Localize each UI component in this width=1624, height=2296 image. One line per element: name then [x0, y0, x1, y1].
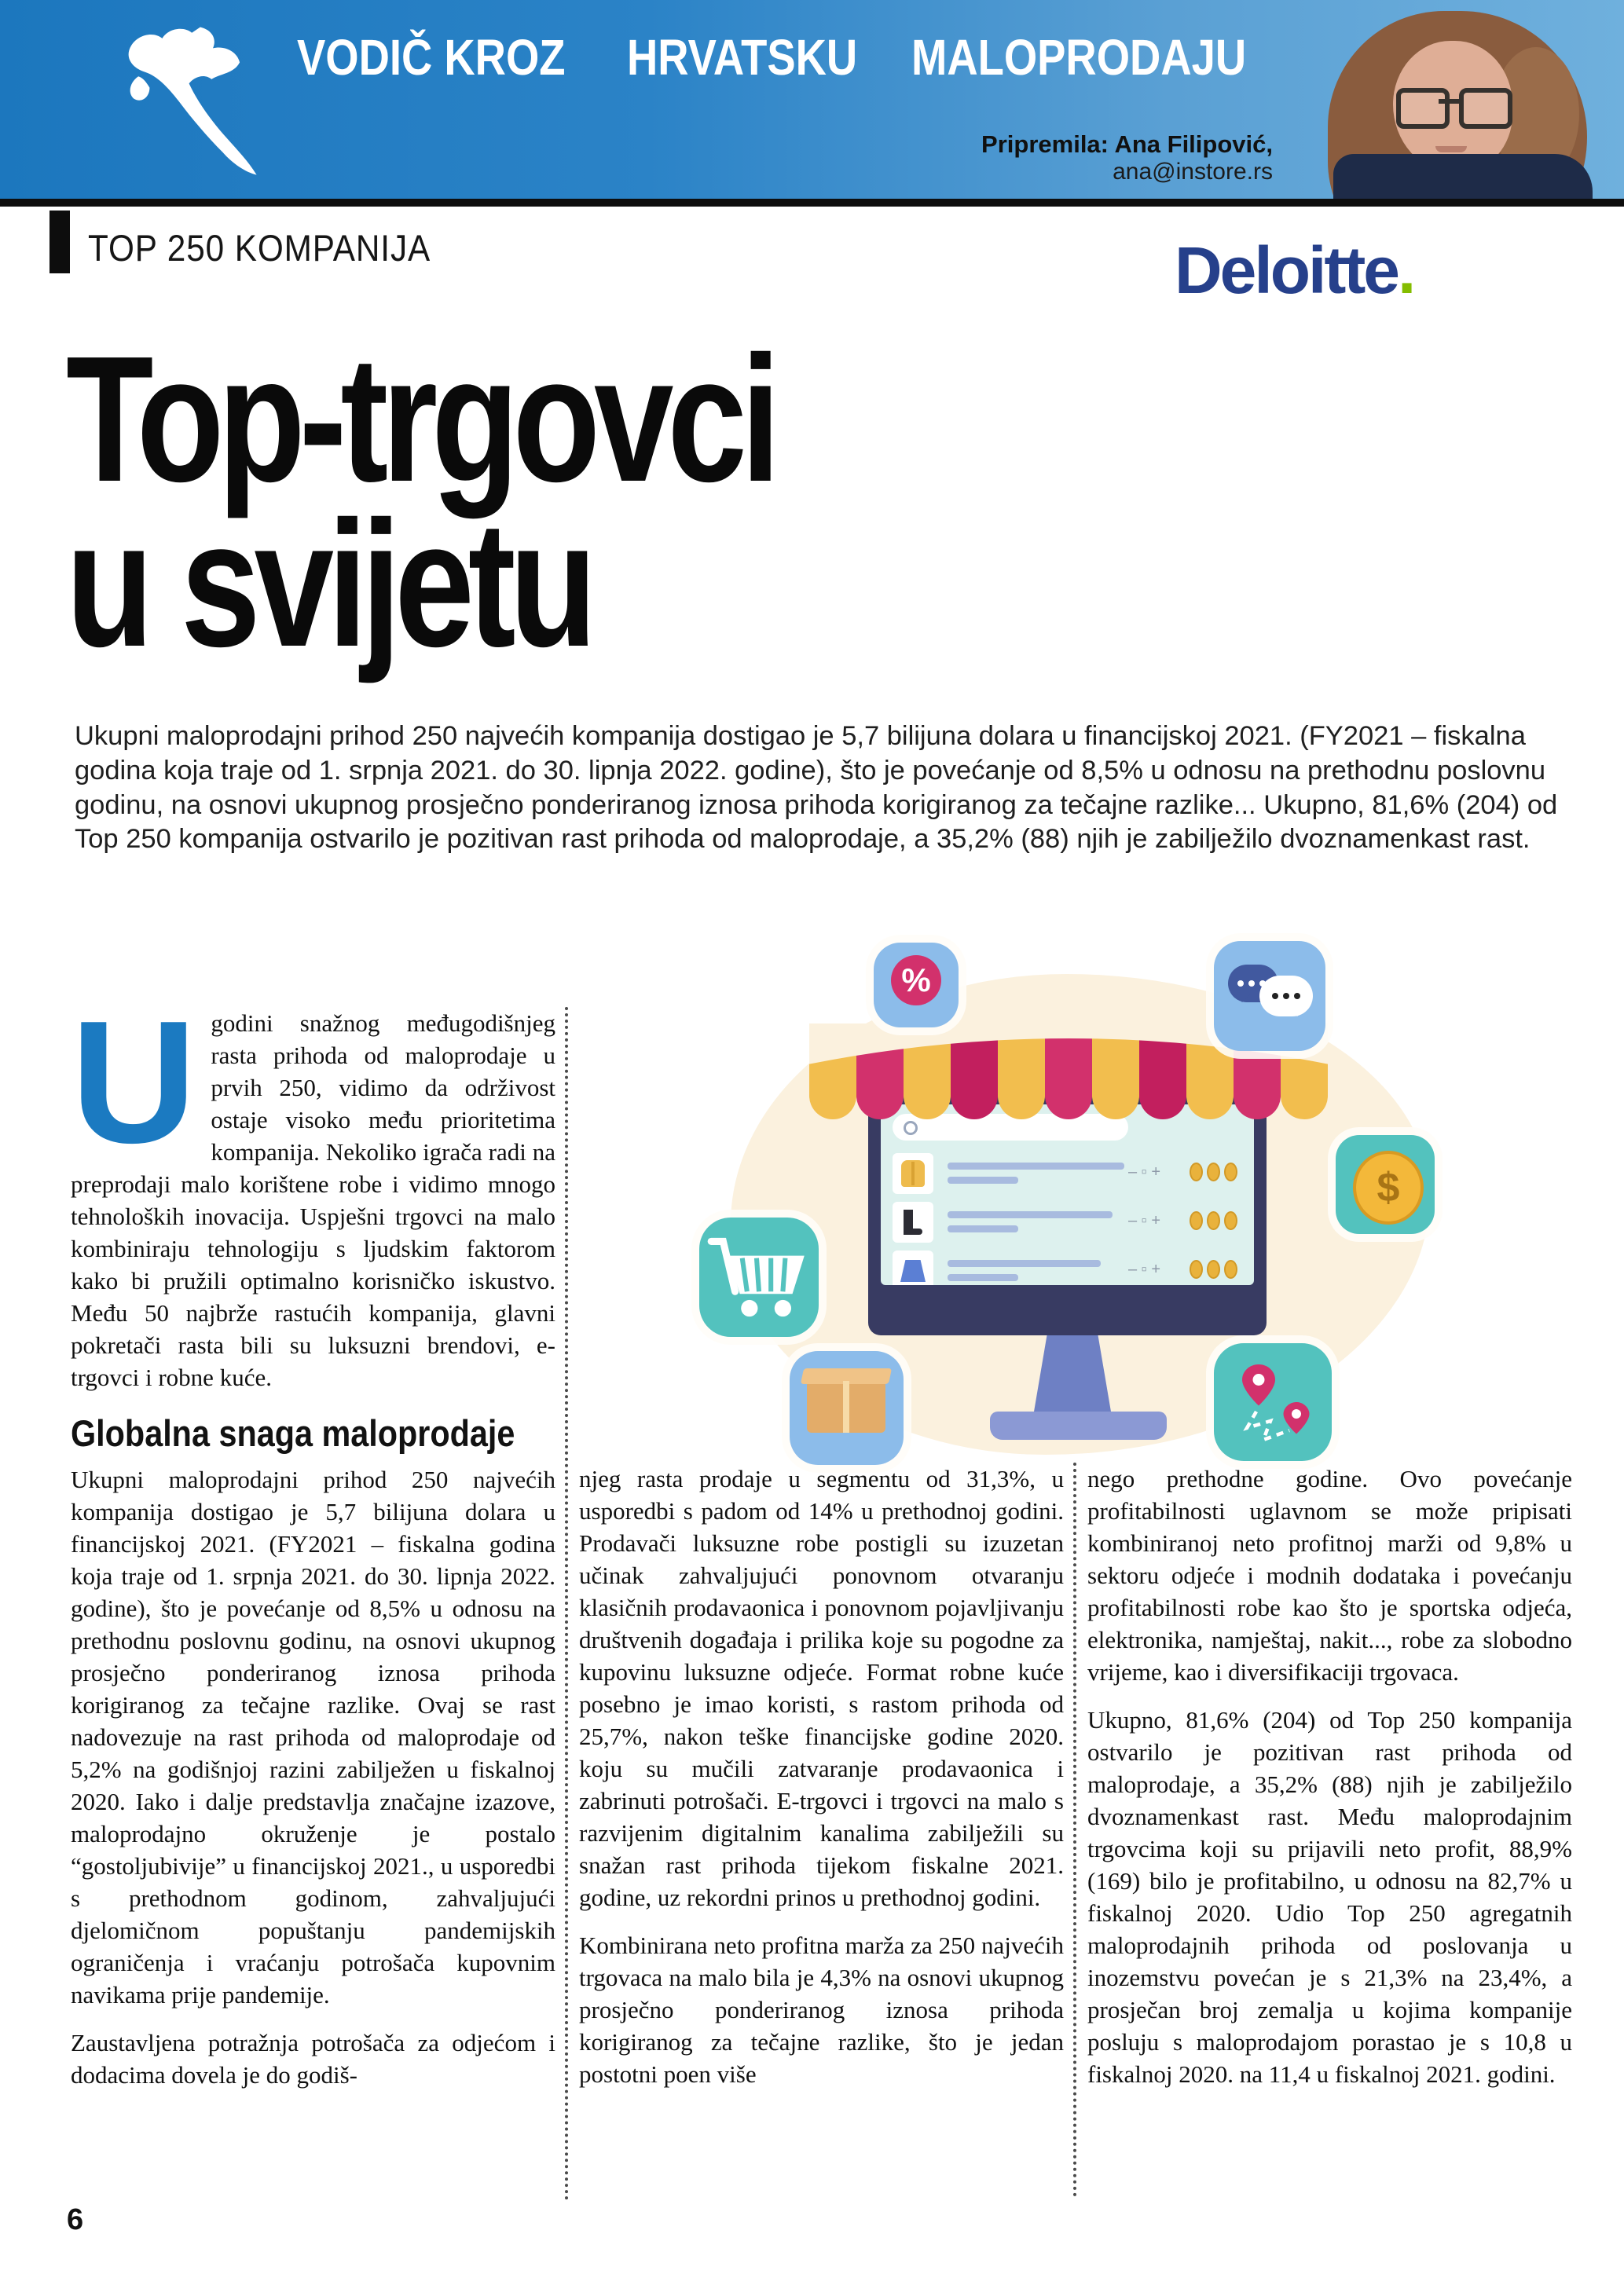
column-divider-1	[565, 1007, 568, 2201]
column-1	[71, 985, 555, 2107]
banner-bottom-rule	[0, 199, 1624, 207]
column-divider-2	[1073, 1463, 1076, 2197]
monitor-stand-base	[990, 1412, 1167, 1440]
product-row	[893, 1202, 1242, 1244]
deloitte-wordmark: Deloitte	[1175, 233, 1399, 307]
page-number: 6	[67, 2203, 84, 2236]
route-pins-icon	[1214, 1343, 1332, 1461]
byline-author: Pripremila: Ana Filipović,	[981, 130, 1273, 158]
shopping-cart-icon	[699, 1218, 819, 1337]
page-title-line1: Top-trgovci	[66, 320, 775, 519]
quantity-stepper: ‒ ▫ +	[1128, 1163, 1161, 1181]
page-title	[66, 320, 951, 684]
col3-paragraph-1: nego prethodne godine. Ovo povećanje profitabilnosti uglavnom se može pripisati kombiniranoj neto profitnoj marži od 9,8% u sektoru odjeće i modnih dodataka i povećanju profitabilnosti robe kao što je sportska odjeća, elektronika, namještaj, nakit..., robe za slobodno vrijeme, kao i diversifikaciji trgovaca.	[1087, 1465, 1572, 1686]
online-shopping-illustration	[676, 931, 1454, 1481]
discount-percent-icon	[874, 943, 959, 1027]
product-row	[893, 1153, 1242, 1196]
chat-bubbles-icon	[1214, 941, 1325, 1051]
percent-symbol: %	[891, 955, 941, 1005]
intro-paragraph: Ukupni maloprodajni prihod 250 najvećih kompanija dostigao je 5,7 bilijuna dolara u financijskoj 2021. (FY2021 – fiskalna godina koja traje od 1. srpnja 2021. do 30. lipnja 2022. godine), što je povećanje od 8,5% u odnosu na prethodnu poslovnu godinu, na osnovi ukupnog prosječno ponderiranog iznosa prihoda korigiranog za tečajne razlike... Ukupno, 81,6% (204) od Top 250 kompanija ostvarilo je pozitivan rast prihoda od maloprodaje, a 35,2% (88) njih je zabilježilo dvoznamenkast rast.	[75, 721, 1558, 855]
byline-email: ana@instore.rs	[1113, 159, 1273, 185]
product-card	[893, 1202, 933, 1243]
jacket-icon	[901, 1160, 925, 1187]
glasses-right-lens-icon	[1459, 88, 1512, 129]
col3-paragraph-2: Ukupno, 81,6% (204) od Top 250 kompanija ostvarilo je pozitivan rast prihoda od maloprodaje, a 35,2% (88) njih je zabilježilo dvoznamenkast rast. Među maloprodajnim trgovcima koji su prijavili neto profit, 88,9% (169) bilo je profitabilno, u odnosu na 82,7% u fiskalnoj 2020. Udio Top 250 agregatnih maloprodajnih prihoda od poslovanja u inozemstvu povećan je s 21,3% na 23,4%, a prosječan broj zemalja u kojima kompanije posluju s maloprodajom porastao je s 10,8 u fiskalnoj 2020. na 11,4 u fiskalnoj 2021. godini.	[1087, 1706, 1572, 2088]
dollar-coin-icon	[1336, 1135, 1435, 1234]
product-title-bar	[948, 1260, 1101, 1267]
kicker: TOP 250 KOMPANIJA	[88, 227, 431, 269]
byline	[981, 130, 1273, 185]
price-coins-icon	[1190, 1163, 1237, 1181]
section-heading: Globalna snaga maloprodaje	[71, 1412, 515, 1454]
product-card	[893, 1153, 933, 1194]
chat-dots	[1237, 980, 1266, 987]
dropcap: U	[71, 985, 197, 1180]
croatia-map-icon	[72, 17, 300, 186]
product-card	[893, 1251, 933, 1285]
kicker-bar	[49, 211, 70, 273]
product-row	[893, 1251, 1242, 1285]
dollar-symbol: $	[1353, 1151, 1424, 1225]
quantity-stepper: ‒ ▫ +	[1128, 1261, 1161, 1278]
carton	[807, 1381, 885, 1433]
col1-paragraph-2: Zaustavljena potražnja potrošača za odjećom i dodacima dovela je do godiš-	[71, 2029, 555, 2089]
header-banner	[0, 0, 1624, 199]
chat-dots	[1272, 993, 1300, 999]
product-subtitle-bar	[948, 1274, 1018, 1281]
package-box-icon	[790, 1351, 904, 1465]
author-jacket	[1333, 154, 1593, 199]
banner-title-line3: MALOPRODAJU	[911, 29, 1247, 86]
col2-paragraph-1: njeg rasta prodaje u segmentu od 31,3%, u usporedbi s padom od 14% u prethodnoj godini. Prodavači luksuzne robe postigli su izuzetan učinak zahvaljujući ponovnom otvaranju klasičnih prodavaonica i ponovnom pojavljivanju društvenih događaja i prilika koje su pogodne za kupovinu luksuzne odjeće. Format robne kuće posebno je imao koristi, s rastom prihoda od 25,7%, nakon teške financijske godine 2020. koju su mučili zatvaranje prodavaonica i zabrinuti potrošači. E-trgovci i trgovci na malo s razvijenim digitalnim kanalima zabilježili su snažan rast prihoda tijekom fiskalne 2021. godine, uz rekordni prinos u prethodnoj godini.	[579, 1465, 1064, 1911]
lead-paragraph	[71, 985, 555, 1393]
product-subtitle-bar	[948, 1225, 1018, 1232]
quantity-stepper: ‒ ▫ +	[1128, 1212, 1161, 1229]
deloitte-green-dot: .	[1398, 233, 1414, 307]
column-2	[579, 1463, 1064, 2106]
monitor-screen	[881, 1104, 1254, 1285]
col2-paragraph-2: Kombinirana neto profitna marža za 250 najvećih trgovaca na malo bila je 4,3% na osnovi ukupnog prosječno ponderiranog iznosa prihoda korigiranog za tečajne razlike, što je jedan postotni poen više	[579, 1932, 1064, 2088]
author-photo	[1292, 0, 1624, 199]
banner-title-line1: VODIČ KROZ	[297, 29, 566, 86]
banner-title	[297, 31, 1306, 84]
price-coins-icon	[1190, 1260, 1237, 1279]
product-subtitle-bar	[948, 1177, 1018, 1184]
column-3	[1087, 1463, 1572, 2106]
deloitte-logo	[1175, 233, 1413, 309]
banner-title-line2: HRVATSKU	[626, 29, 857, 86]
boot-icon	[904, 1210, 913, 1235]
product-title-bar	[948, 1211, 1113, 1218]
author-mouth	[1435, 146, 1467, 152]
page-title-line2: u svijetu	[66, 484, 591, 684]
glasses-bridge-icon	[1439, 99, 1461, 104]
lead-text: godini snažnog međugodišnjeg rasta prihoda od maloprodaje u prvih 250, vidimo da održivost ostaje visoko među prioritetima kompanija. Nekoliko igrača radi na preprodaji malo korištene robe i vidimo mnogo tehnoloških inovacija. Uspješni trgovci na malo kombiniraju tehnologiju s ljudskim faktorom kako bi pružili optimalno korisničko iskustvo. Među 50 najbrže rastućih kompanija, glavni pokretači rasta bili su luksuzni brendovi, e-trgovci i robne kuće.	[71, 1009, 555, 1391]
glasses-left-lens-icon	[1396, 88, 1450, 129]
col1-paragraph-1: Ukupni maloprodajni prihod 250 najvećih kompanija dostigao je 5,7 bilijuna dolara u financijskoj 2021. (FY2021 – fiskalna godina koja traje od 1. srpnja 2021. do 30. lipnja 2022. godine), što je povećanje od 8,5% u odnosu na prethodnu poslovnu godinu, na osnovi ukupnog prosječno ponderiranog iznosa prihoda korigiranog za tečajne razlike. Ovaj se rast nadovezuje na rast prihoda od maloprodaje od 5,2% na godišnjoj razini zabilježen u fiskalnoj 2020. Iako i dalje predstavlja značajne izazove, maloprodajno okruženje je postalo “gostoljubivije” u financijskoj 2021., u usporedbi s prethodnom godinom, zahvaljujući djelomičnom popuštanju pandemijskih ograničenja i vraćanju potrošača kupovnim navikama prije pandemije.	[71, 1466, 555, 2009]
skirt-icon	[900, 1260, 926, 1282]
price-coins-icon	[1190, 1211, 1237, 1230]
product-title-bar	[948, 1163, 1124, 1170]
